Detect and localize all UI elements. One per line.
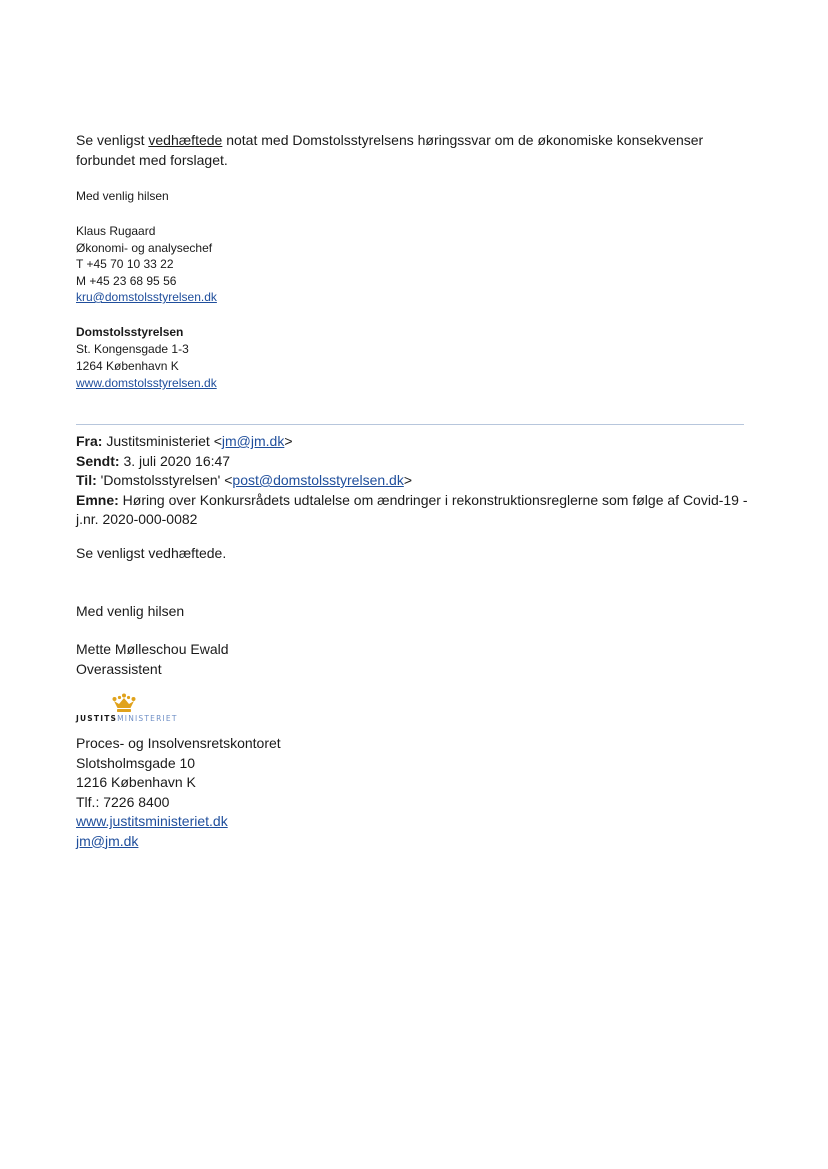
- organization-2-office: Proces- og Insolvensretskontoret: [76, 735, 281, 751]
- organization-2-website-link[interactable]: www.justitsministeriet.dk: [76, 813, 228, 829]
- signature-1-title: Økonomi- og analysechef: [76, 240, 213, 255]
- from-value: Justitsministeriet <: [102, 433, 222, 449]
- signature-1-phone: T +45 70 10 33 22: [76, 257, 174, 271]
- intro-text-end: notat med Domstolsstyrelsens høringssvar om de økonomiske konsekvenser forbundet med forslaget.: [76, 132, 704, 168]
- sent-value: 3. juli 2020 16:47: [119, 452, 231, 469]
- signature-1-mobile: M +45 23 68 95 56: [76, 273, 177, 288]
- signature-2-title: Overassistent: [76, 660, 162, 677]
- to-email-link[interactable]: post@domstolsstyrelsen.dk: [232, 472, 404, 488]
- to-label: Til:: [76, 472, 97, 488]
- ministry-logo: [76, 693, 216, 729]
- greeting-1-text: Med venlig hilsen: [76, 189, 169, 203]
- intro-underlined-word: vedhæftede: [148, 132, 223, 148]
- to-value: 'Domstolsstyrelsen' <: [96, 472, 233, 488]
- intro-text-start: Se venligst: [76, 132, 149, 148]
- logo-wordmark-part1: JUSTITS: [76, 714, 118, 723]
- header-to: [76, 471, 756, 491]
- greeting-2: [76, 602, 756, 620]
- organization-2-street: Slotsholmsgade 10: [76, 754, 196, 771]
- forwarded-header: [76, 432, 756, 530]
- from-email-link[interactable]: jm@jm.dk: [221, 433, 285, 449]
- signature-2-name: Mette Mølleschou Ewald: [76, 641, 229, 657]
- organization-1-street: St. Kongensgade 1-3: [76, 342, 189, 356]
- from-label: Fra:: [76, 433, 103, 449]
- organization-1: [76, 324, 756, 392]
- signature-1-name: Klaus Rugaard: [76, 224, 156, 238]
- organization-2: [76, 734, 756, 851]
- logo-wordmark-part2: MINISTERIET: [117, 714, 178, 723]
- organization-2-phone: Tlf.: 7226 8400: [76, 793, 170, 810]
- intro-text: [76, 130, 756, 170]
- organization-1-name: Domstolsstyrelsen: [76, 325, 184, 339]
- organization-2-city: 1216 København K: [76, 774, 196, 790]
- header-sent: [76, 452, 756, 472]
- signature-2: [76, 640, 756, 679]
- signature-1-email-link[interactable]: kru@domstolsstyrelsen.dk: [76, 290, 217, 304]
- organization-1-website-link[interactable]: www.domstolsstyrelsen.dk: [76, 376, 217, 390]
- header-from: [76, 432, 756, 452]
- message-body: [76, 544, 756, 562]
- signature-1: [76, 223, 756, 306]
- crown-icon: [111, 693, 137, 713]
- subject-label: Emne:: [76, 491, 119, 508]
- sent-label: Sendt:: [76, 452, 120, 469]
- from-end: >: [284, 433, 293, 449]
- organization-2-email-link[interactable]: jm@jm.dk: [76, 832, 139, 849]
- email-divider: [76, 424, 744, 425]
- header-subject: [76, 491, 756, 530]
- message-body-text: Se venligst vedhæftede.: [76, 545, 227, 561]
- greeting-2-text: Med venlig hilsen: [76, 603, 185, 619]
- logo-wordmark: [76, 714, 178, 723]
- subject-value: Høring over Konkursrådets udtalelse om ændringer i rekonstruktionsreglerne som følge af Covid-19 - j.nr. 2020-000-0082: [76, 491, 748, 527]
- intro-paragraph: [76, 130, 756, 170]
- to-end: >: [403, 472, 412, 488]
- organization-1-city: 1264 København K: [76, 359, 179, 373]
- greeting-1: [76, 188, 756, 204]
